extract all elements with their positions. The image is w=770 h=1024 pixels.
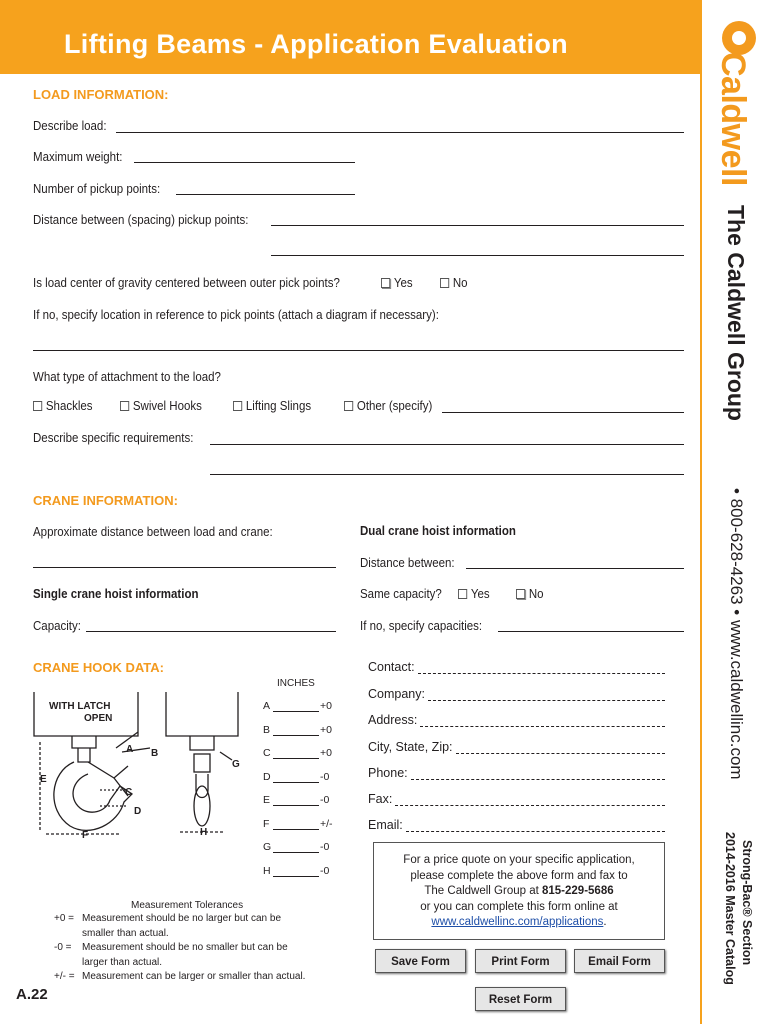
contact-field-input[interactable] [418,673,665,674]
measurement-tolerance: -0 [320,794,330,806]
same-capacity-no[interactable] [516,587,544,601]
shackles-checkbox[interactable] [33,401,42,411]
sidebar-company: The Caldwell Group [723,205,749,421]
tolerance-code: +0 = [54,913,75,924]
same-capacity-yes-checkbox[interactable] [458,589,467,599]
distance-spacing-field-2[interactable] [271,255,684,256]
crane-info-heading: CRANE INFORMATION: [33,493,178,508]
same-capacity-no-label: No [528,587,544,601]
measurement-tolerance: -0 [320,864,330,877]
applications-link[interactable]: www.caldwellinc.com/applications [431,916,604,928]
measurement-letter: A [263,700,271,712]
attachment-shackles[interactable] [33,399,93,413]
contact-field-label: City, State, Zip: [368,740,453,754]
measurement-row [263,818,343,832]
if-no-capacities-field[interactable] [498,631,684,632]
measurement-letter: C [263,747,271,759]
same-capacity-no-checkbox[interactable] [516,589,525,599]
tolerance-text [82,970,305,985]
cog-yes-option[interactable] [381,276,413,290]
contact-field-input[interactable] [406,831,665,832]
tolerance-text-2: larger than actual. [82,956,163,968]
if-no-field[interactable] [33,350,684,351]
sidebar-catalog: 2014-2016 Master Catalog [723,832,737,985]
tolerance-text-1: Measurement should be no larger but can be [82,913,282,924]
sidebar-contact: • 800-628-4263 • www.caldwellinc.com [727,488,746,780]
quote-line-1: For a price quote on your specific application, [403,854,635,866]
tolerance-text [82,912,281,941]
reset-form-button[interactable]: Reset Form [475,987,566,1011]
page-title: Lifting Beams - Application Evaluation [64,29,568,59]
measurement-row [263,841,343,855]
measurement-letter: H [263,864,271,877]
same-capacity-label: Same capacity? [360,587,442,601]
load-info-heading: LOAD INFORMATION: [33,87,169,102]
measurement-input[interactable] [273,782,319,783]
shackles-label: Shackles [45,399,93,413]
distance-between-label: Distance between: [360,556,455,570]
contact-field-row [368,792,665,810]
measurement-row [263,724,343,738]
single-crane-heading: Single crane hoist information [33,587,199,601]
measurement-tolerance: +0 [320,747,332,759]
measurement-input[interactable] [273,711,319,712]
measurement-row [263,700,343,714]
lifting-slings-label: Lifting Slings [245,399,312,413]
contact-field-input[interactable] [456,753,665,754]
dim-h-label: H [200,827,208,838]
measurement-input[interactable] [273,852,319,853]
dual-crane-heading: Dual crane hoist information [360,524,516,538]
contact-field-input[interactable] [411,779,665,780]
measurement-letter: G [263,841,272,853]
cog-question-label: Is load center of gravity centered between outer pick points? [33,276,340,290]
approx-distance-field[interactable] [33,567,336,568]
swivel-hooks-label: Swivel Hooks [132,399,202,413]
email-form-button[interactable]: Email Form [574,949,665,973]
dim-f-label: F [82,830,89,841]
same-capacity-yes[interactable] [458,587,490,601]
measurement-input[interactable] [273,876,319,877]
measurement-letter: F [263,817,270,830]
contact-field-row [368,713,665,731]
tolerance-text [82,941,288,970]
single-capacity-field[interactable] [86,631,336,632]
same-capacity-yes-label: Yes [470,587,490,601]
quote-line-3 [374,884,664,900]
cog-yes-label: Yes [393,276,413,290]
tolerance-row [54,912,334,941]
dim-e-label: E [40,774,47,785]
dim-b-label: B [151,748,159,759]
contact-field-label: Email: [368,818,403,832]
tolerance-text-2: smaller than actual. [82,927,169,939]
contact-field-label: Address: [368,713,418,727]
contact-field-row [368,766,665,784]
distance-between-field[interactable] [466,568,684,569]
specific-requirements-field[interactable] [210,444,684,445]
contact-field-label: Contact: [368,660,415,674]
specific-requirements-label: Describe specific requirements: [33,431,194,445]
measurement-tolerance: +0 [320,700,332,712]
max-weight-label: Maximum weight: [33,150,123,164]
other-checkbox[interactable] [344,401,353,411]
save-form-button[interactable]: Save Form [375,949,466,973]
quote-line-3-prefix: The Caldwell Group at [424,885,542,897]
approx-distance-label: Approximate distance between load and crane: [33,525,273,539]
tolerance-row [54,941,334,970]
contact-field-row [368,818,665,836]
contact-field-input[interactable] [395,805,665,806]
lifting-slings-checkbox[interactable] [233,401,242,411]
if-no-capacities-label: If no, specify capacities: [360,619,483,633]
contact-field-label: Company: [368,687,425,701]
quote-box [373,842,665,940]
cog-no-option[interactable] [440,276,468,290]
other-label: Other (specify) [356,399,433,413]
measurement-letter: E [263,794,271,806]
single-capacity-label: Capacity: [33,619,81,633]
sidebar-brand: Caldwell [714,52,752,186]
attachment-lifting-slings[interactable] [233,399,311,413]
cog-yes-checkbox[interactable] [381,278,390,288]
max-weight-field[interactable] [134,162,355,163]
sidebar-divider [700,0,702,1024]
measurement-tolerance: +0 [320,723,332,736]
tolerance-title: Measurement Tolerances [131,900,244,911]
tolerance-row [54,970,334,985]
tolerance-text-1: Measurement can be larger or smaller than actual. [82,971,306,982]
measurement-row [263,865,343,879]
measurement-tolerance: +/- [320,817,333,830]
measurement-row [263,794,343,808]
measurement-input[interactable] [273,829,319,830]
contact-field-row [368,660,665,678]
describe-load-field[interactable] [116,132,684,133]
tolerance-text-1: Measurement should be no smaller but can be [82,942,288,953]
measurement-letter: B [263,723,271,736]
contact-field-input[interactable] [428,700,665,701]
contact-field-row [368,687,665,705]
cog-no-checkbox[interactable] [440,278,449,288]
sidebar-section: Strong-Bac® Section [740,840,754,966]
latch-label-1: WITH LATCH [49,701,111,712]
quote-url-suffix: . [603,916,607,928]
describe-load-label: Describe load: [33,119,107,133]
attachment-question-label: What type of attachment to the load? [33,370,221,384]
quote-line-4: or you can complete this form online at [420,900,618,913]
measurement-letter: D [263,770,271,783]
measurement-tolerance: -0 [320,841,330,853]
contact-field-input[interactable] [420,726,665,727]
measurement-input[interactable] [273,805,319,806]
dim-c-label: C [125,787,133,798]
measurement-row [263,771,343,785]
specific-requirements-field-2[interactable] [210,474,684,475]
pickup-points-field[interactable] [176,194,355,195]
hook-diagram [30,690,250,850]
distance-spacing-label: Distance between (spacing) pickup points: [33,213,249,227]
attachment-swivel-hooks[interactable] [120,399,202,413]
tolerance-code: -0 = [54,942,72,953]
quote-line-2: please complete the above form and fax to [410,869,628,882]
crane-hook-heading: CRANE HOOK DATA: [33,660,164,675]
dim-d-label: D [134,806,142,817]
distance-spacing-field[interactable] [271,225,684,226]
contact-field-label: Phone: [368,766,408,780]
contact-field-label: Fax: [368,792,393,806]
tolerance-code: +/- = [54,971,75,982]
cog-no-label: No [452,276,468,290]
quote-line-5 [374,915,664,931]
units-label: INCHES [277,678,315,689]
measurement-input[interactable] [273,735,319,736]
measurement-tolerance: -0 [320,770,330,783]
dim-g-label: G [232,759,240,770]
latch-label-2: OPEN [84,713,113,724]
swivel-hooks-checkbox[interactable] [120,401,129,411]
if-no-label: If no, specify location in reference to pick points (attach a diagram if necessary): [33,308,439,322]
fax-number: 815-229-5686 [542,885,614,897]
contact-field-row [368,740,665,758]
page-number: A.22 [16,986,48,1003]
attachment-other[interactable] [344,399,432,413]
print-form-button[interactable]: Print Form [475,949,566,973]
pickup-points-label: Number of pickup points: [33,182,161,196]
tolerance-list [54,912,334,985]
measurement-input[interactable] [273,758,319,759]
other-specify-field[interactable] [442,412,684,413]
dim-a-label: A [126,744,134,755]
measurement-row [263,747,343,761]
